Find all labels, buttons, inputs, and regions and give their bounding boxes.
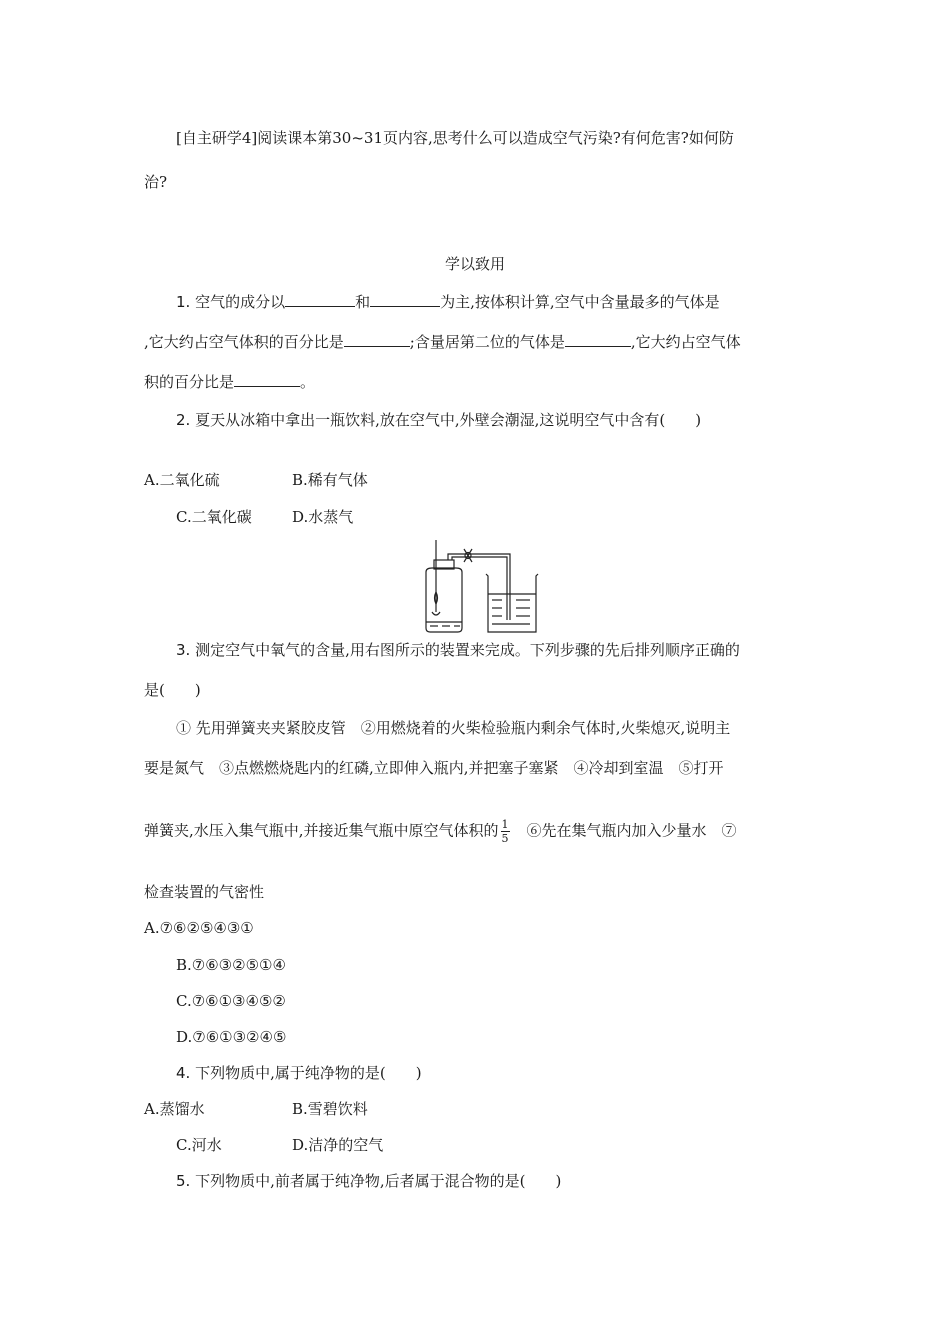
q3-steps-line4: 检查装置的气密性: [144, 883, 265, 901]
q4-option-b: B.雪碧饮料: [292, 1100, 368, 1118]
study4-line1: [自主研学4]阅读课本第30~31页内容,思考什么可以造成空气污染?有何危害?如何防: [176, 129, 734, 147]
q1-text: ,它大约占空气体积的百分比是: [144, 333, 344, 351]
q3-steps-line1: ① 先用弹簧夹夹紧胶皮管 ②用燃烧着的火柴检验瓶内剩余气体时,火柴熄灭,说明主: [176, 719, 731, 737]
q3-option-c: C.⑦⑥①③④⑤②: [176, 992, 286, 1010]
q1-text: 积的百分比是: [144, 373, 235, 391]
question-1-line3: [144, 372, 315, 392]
q4-stem-text: 下列物质中,属于纯净物的是( ): [195, 1064, 422, 1082]
question-1-line1: [176, 292, 720, 312]
fraction-numerator: 1: [501, 818, 509, 831]
question-number: 5.: [176, 1172, 191, 1190]
q4-option-c: C.河水: [176, 1136, 222, 1154]
q2-option-d: D.水蒸气: [292, 508, 354, 526]
q1-text: ,它大约占空气体: [630, 333, 741, 351]
q3-stem-text: 测定空气中氧气的含量,用右图所示的装置来完成。下列步骤的先后排列顺序正确的: [195, 641, 740, 659]
question-number: 3.: [176, 641, 191, 659]
q1-blank-4[interactable]: [565, 332, 631, 347]
fraction-one-fifth: [501, 818, 510, 845]
question-3-stem-line2: 是( ): [144, 681, 201, 699]
question-4-stem: [176, 1063, 422, 1083]
q3-option-d: D.⑦⑥①③②④⑤: [176, 1028, 287, 1046]
question-5-stem: [176, 1171, 561, 1191]
q3-step-text: ⑥先在集气瓶内加入少量水 ⑦: [511, 821, 737, 840]
q1-blank-3[interactable]: [344, 332, 410, 347]
rubber-tube: [448, 554, 510, 620]
q5-stem-text: 下列物质中,前者属于纯净物,后者属于混合物的是( ): [195, 1172, 562, 1190]
question-number: 2.: [176, 411, 191, 429]
q3-option-b: B.⑦⑥③②⑤①④: [176, 956, 286, 974]
question-1-line2: [144, 332, 741, 352]
question-number: 1.: [176, 293, 191, 311]
q2-option-c: C.二氧化碳: [176, 508, 252, 526]
study4-line2: 治?: [144, 173, 168, 191]
oxygen-measurement-apparatus: [412, 540, 552, 640]
q1-text: 空气的成分以: [195, 293, 286, 311]
q1-blank-2[interactable]: [370, 292, 440, 307]
q4-option-a: A.蒸馏水: [144, 1100, 205, 1118]
q3-option-a: A.⑦⑥②⑤④③①: [144, 919, 254, 937]
q2-option-a: A.二氧化硫: [144, 471, 220, 489]
q3-steps-line2: 要是氮气 ③点燃燃烧匙内的红磷,立即伸入瓶内,并把塞子塞紧 ④冷却到室温 ⑤打开: [144, 759, 724, 777]
q1-text: 为主,按体积计算,空气中含量最多的气体是: [440, 293, 720, 311]
section-title: 学以致用: [444, 255, 505, 273]
q3-step-text: 弹簧夹,水压入集气瓶中,并接近集气瓶中原空气体积的: [144, 821, 499, 840]
question-2-stem: [176, 410, 701, 430]
q1-blank-1[interactable]: [285, 292, 355, 307]
q3-steps-line3: [144, 818, 737, 845]
question-number: 4.: [176, 1064, 191, 1082]
q4-option-d: D.洁净的空气: [292, 1136, 384, 1154]
q2-stem-text: 夏天从冰箱中拿出一瓶饮料,放在空气中,外壁会潮湿,这说明空气中含有( ): [195, 411, 702, 429]
q1-text: 。: [300, 373, 316, 391]
fraction-denominator: 5: [501, 832, 509, 845]
question-3-stem-line1: [176, 640, 740, 660]
beaker: [486, 574, 538, 632]
q1-blank-5[interactable]: [234, 372, 300, 387]
q2-option-b: B.稀有气体: [292, 471, 368, 489]
q1-text: ;含量居第二位的气体是: [409, 333, 565, 351]
q1-text: 和: [355, 293, 371, 311]
